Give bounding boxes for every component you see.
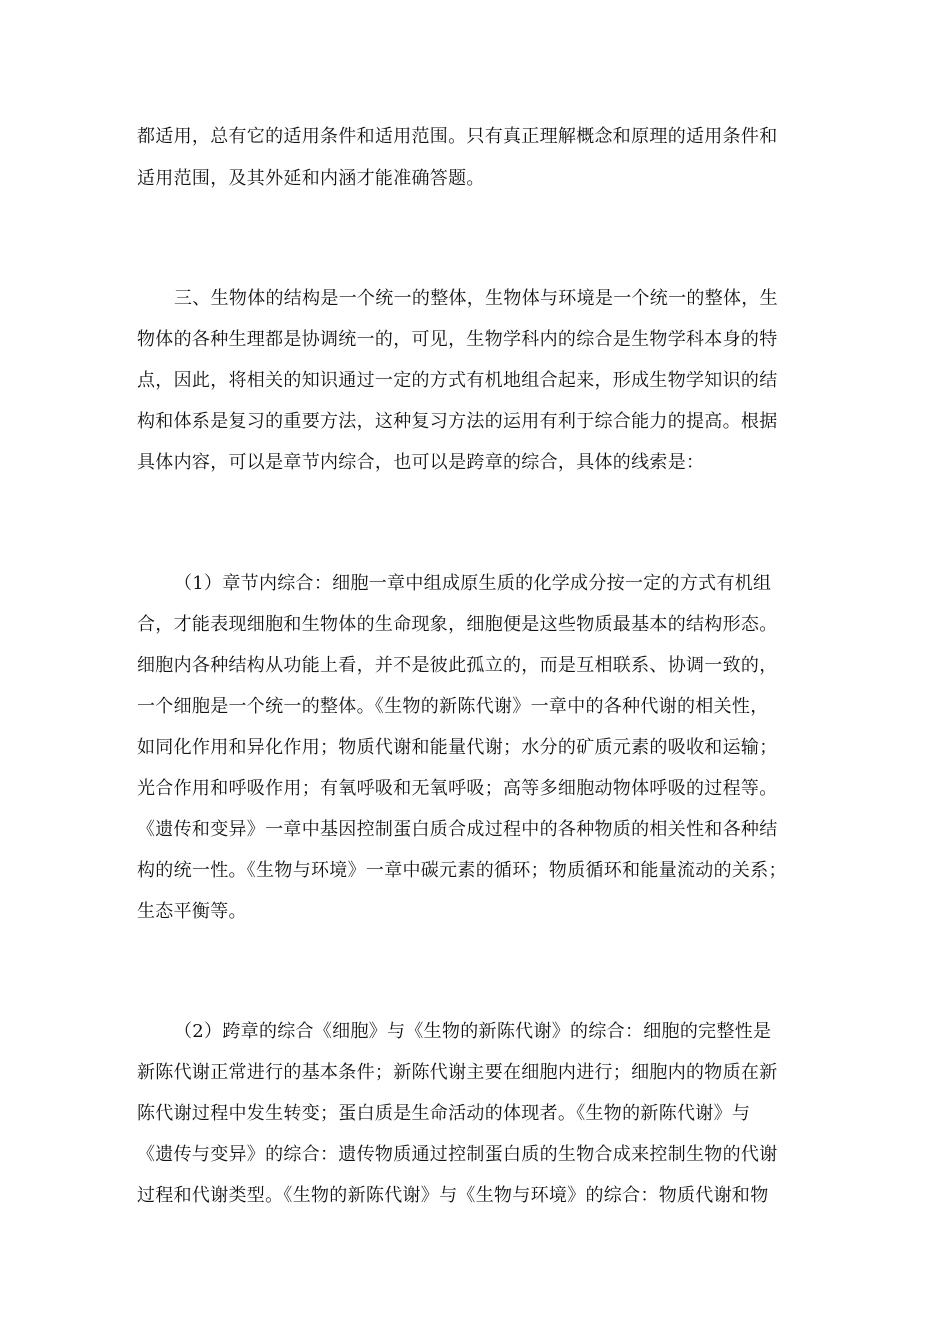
text-line: 构和体系是复习的重要方法，这种复习方法的运用有利于综合能力的提高。根据 (137, 411, 778, 432)
text-line: 陈代谢过程中发生转变；蛋白质是生命活动的体现者。《生物的新陈代谢》与 (137, 1103, 751, 1124)
text-line: （1）章节内综合：细胞一章中组成原生质的化学成分按一定的方式有机组 (174, 573, 772, 594)
text-line: 如同化作用和异化作用；物质代谢和能量代谢；水分的矿质元素的吸收和运输； (137, 737, 778, 758)
text-line: 生态平衡等。 (137, 901, 247, 922)
text-line: 合，才能表现细胞和生物体的生命现象，细胞便是这些物质最基本的结构形态。 (137, 614, 778, 635)
text-line: 具体内容，可以是章节内综合，也可以是跨章的综合，具体的线索是： (137, 452, 705, 473)
text-line: 细胞内各种结构从功能上看，并不是彼此孤立的，而是互相联系、协调一致的， (137, 655, 778, 676)
text-line: 新陈代谢正常进行的基本条件；新陈代谢主要在细胞内进行；细胞内的物质在新 (137, 1062, 778, 1083)
text-line: 构的统一性。《生物与环境》一章中碳元素的循环；物质循环和能量流动的关系； (137, 860, 787, 881)
text-line: 光合作用和呼吸作用；有氧呼吸和无氧呼吸；高等多细胞动物体呼吸的过程等。 (137, 778, 778, 799)
text-line: 《遗传与变异》的综合：遗传物质通过控制蛋白质的生物合成来控制生物的代谢 (137, 1144, 778, 1165)
text-line: （2）跨章的综合《细胞》与《生物的新陈代谢》的综合：细胞的完整性是 (174, 1021, 772, 1042)
text-line: 一个细胞是一个统一的整体。《生物的新陈代谢》一章中的各种代谢的相关性， (137, 696, 769, 717)
text-line: 适用范围，及其外延和内涵才能准确答题。 (137, 168, 485, 189)
text-line: 点，因此，将相关的知识通过一定的方式有机地组合起来，形成生物学知识的结 (137, 370, 778, 391)
text-line: 《遗传和变异》一章中基因控制蛋白质合成过程中的各种物质的相关性和各种结 (137, 819, 778, 840)
text-line: 都适用，总有它的适用条件和适用范围。只有真正理解概念和原理的适用条件和 (137, 126, 778, 147)
text-line: 过程和代谢类型。《生物的新陈代谢》与《生物与环境》的综合：物质代谢和物 (137, 1185, 769, 1206)
text-line: 三、生物体的结构是一个统一的整体，生物体与环境是一个统一的整体，生 (174, 288, 778, 309)
text-line: 物体的各种生理都是协调统一的，可见，生物学科内的综合是生物学科本身的特 (137, 329, 778, 350)
